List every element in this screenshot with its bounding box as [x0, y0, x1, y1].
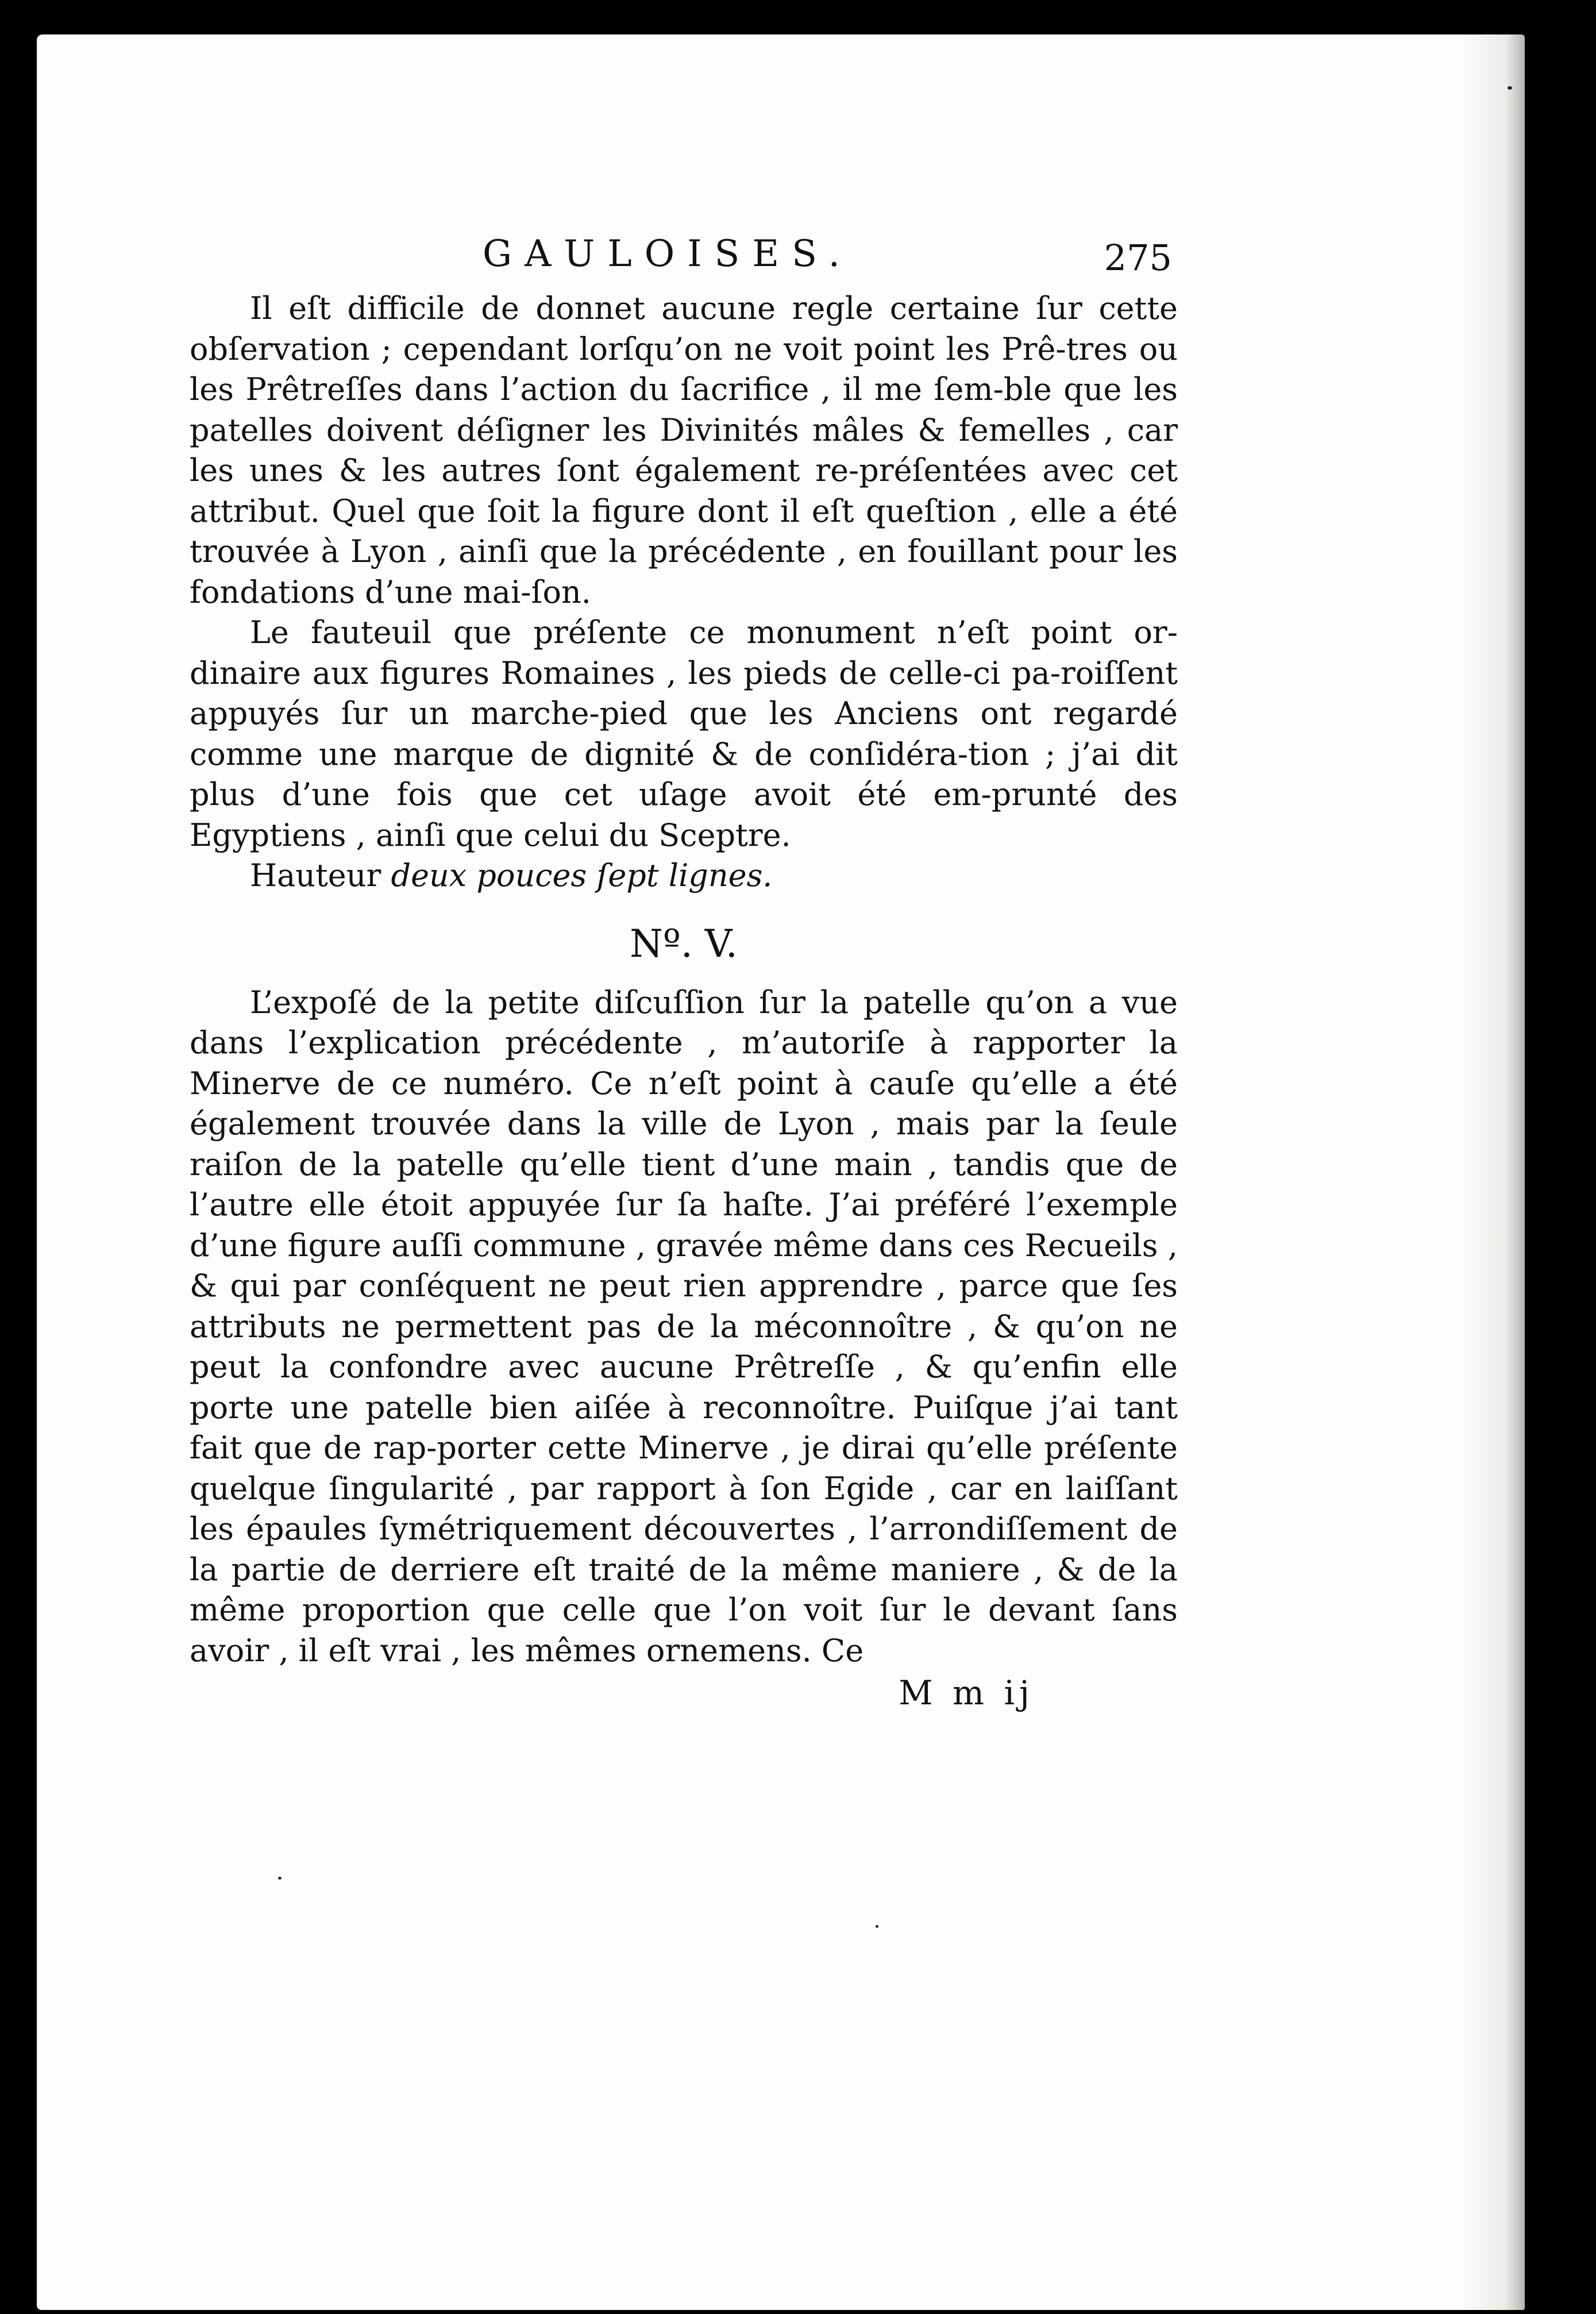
page-edge-shadow — [1462, 34, 1525, 2310]
ink-speck — [876, 1925, 878, 1928]
ink-speck — [278, 1877, 282, 1880]
paragraph-2: Le fauteuil que préſente ce monument n’eſt point or-dinaire aux figures Romaines , les pieds de celle-ci pa-roiſſent appuyés ſur un marche-pied que les Anciens ont regardé comme une marque de dignité & de conſidéra-tion ; j’ai dit plus d’une fois que cet uſage avoit été em-prunté des Egyptiens , ainſi que celui du Sceptre. — [190, 614, 1178, 853]
running-title: GAULOISES. — [483, 233, 853, 275]
page-number: 275 — [1104, 237, 1172, 279]
book-page — [37, 34, 1525, 2310]
signature-mark: M m ij — [899, 1673, 1034, 1712]
paragraph-1: Il eſt difficile de donnet aucune regle certaine ſur cette obſervation ; cependant lorſqu’on ne voit point les Prê-tres ou les Prêtreſſes dans l’action du ſacrifice , il me ſem-ble que les patelles doivent déſigner les Divinités mâles & femelles , car les unes & les autres ſont également re-préſentées avec cet attribut. Quel que ſoit la figure dont il eſt queſtion , elle a été trouvée à Lyon , ainſi que la précédente , en fouillant pour les fondations d’une mai-ſon. — [190, 290, 1178, 610]
section-heading: Nº. V. — [630, 921, 738, 966]
dimension-value: deux pouces ſept lignes. — [391, 857, 773, 894]
paragraph-3: L’expoſé de la petite diſcuſſion ſur la patelle qu’on a vue dans l’explication précédente , m’autoriſe à rapporter la Minerve de ce numéro. Ce n’eſt point à cauſe qu’elle a été également trouvée dans la ville de Lyon , mais par la ſeule raiſon de la patelle qu’elle tient d’une main , tandis que de l’autre elle étoit appuyée ſur ſa haſte. J’ai préféré l’exemple d’une figure auſſi commune , gravée même dans ces Recueils , & qui par conſéquent ne peut rien apprendre , parce que ſes attributs ne permettent pas de la méconnoître , & qu’on ne peut la confondre avec aucune Prêtreſſe , & qu’enfin elle porte une patelle bien aiſée à reconnoître. Puiſque j’ai tant fait que de rap-porter cette Minerve , je dirai qu’elle préſente quelque ſingularité , par rapport à ſon Egide , car en laiſſant les épaules ſymétriquement découvertes , l’arrondiſſement de la partie de derriere eſt traité de la même maniere , & de la même proportion que celle que l’on voit ſur le devant ſans avoir , il eſt vrai , les mêmes ornemens. Ce — [190, 984, 1178, 1669]
running-head — [190, 224, 1178, 282]
dimension-line — [190, 856, 1178, 896]
text-block — [190, 224, 1178, 1714]
ink-speck — [1508, 86, 1512, 90]
dimension-label: Hauteur — [250, 857, 381, 894]
